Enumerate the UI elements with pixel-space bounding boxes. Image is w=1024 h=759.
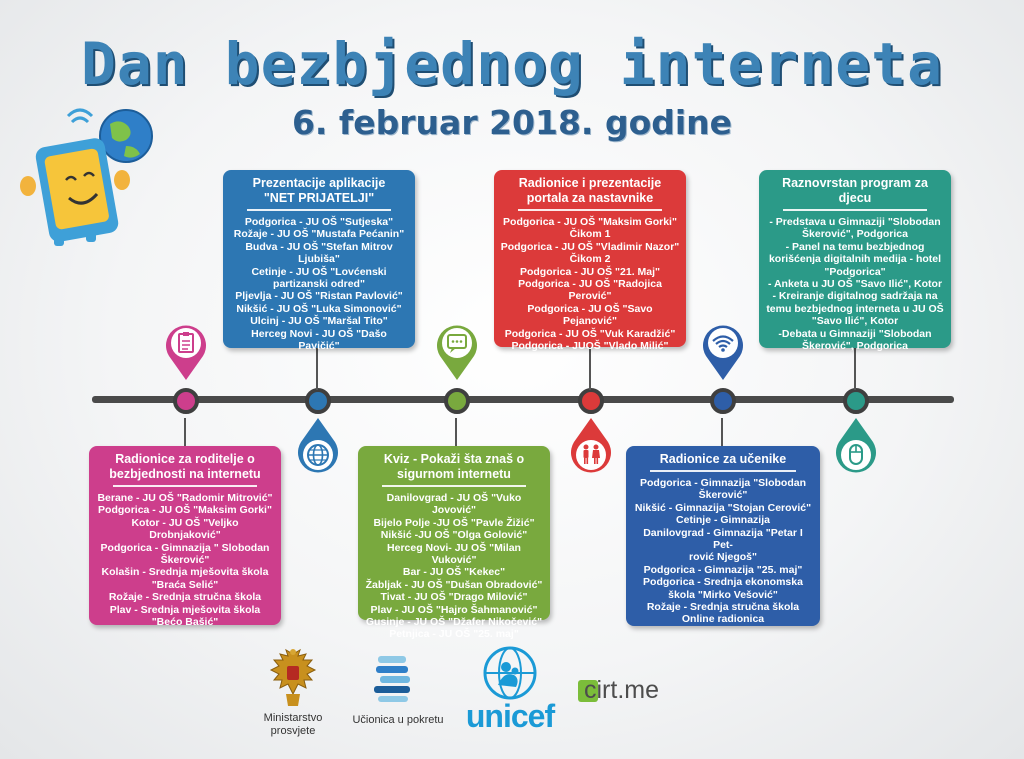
box-children-program [759,170,951,353]
box-list-item: Pljevlja - JU OŠ "Ristan Pavlović" [235,290,403,303]
box-list-item: Nikšić - JU OŠ "Luka Simonović" [236,302,402,315]
timeline-line [92,396,954,403]
stem-pink [184,418,186,448]
box-list-item: -Debata u Gimnaziji "Slobodan [778,327,932,340]
box-title-line: Prezentacije aplikacije [252,176,386,190]
box-list-item: Podgorica - Gimnazija "25. maj" [643,563,803,576]
chat-bubble-pin-icon [434,322,480,382]
box-list-item: partizanski odred" [273,278,365,291]
box-title-line: djecu [838,191,872,205]
box-list-item: Žabljak - JU OŠ "Dušan Obradović" [365,578,543,591]
box-list-item: Ulcinj - JU OŠ "Maršal Tito" [250,315,388,328]
box-list-item: Petnjica - JU OŠ "25. maj" [389,628,519,641]
box-list-item: korišćenja digitalnih medija - hotel [768,253,942,266]
timeline-node-red [578,388,604,414]
box-title-divider [650,470,796,472]
timeline-node-green [444,388,470,414]
box-student-workshops [626,446,820,626]
ucionica-logo-label: Učionica u pokretu [352,714,444,726]
box-list-item: Podgorica - Gimnazija " Slobodan [100,541,270,554]
box-list-item: Čikom 1 [569,228,611,241]
box-list-item: - Panel na temu bezbjednog [785,240,925,253]
box-list-item: Podgorica - JU OŠ "Sutjeska" [244,216,394,228]
box-list-item: Podgorica - JU OŠ "Vladimir Nazor" [500,240,680,253]
cirt-wordmark: cirt.me [584,676,659,704]
box-title-line: Raznovrstan program za [782,176,928,190]
box-list-item: Rožaje - JU OŠ "Mustafa Pećanin" [233,228,405,241]
box-list-item: Danilovgrad - Gimnazija "Petar I Pet- [643,526,803,552]
box-title-line: sigurnom internetu [397,467,511,481]
ministry-crest-logo [268,648,318,710]
box-list-item: Tivat - JU OŠ "Drago Milović" [380,591,528,604]
box-parents-workshops [89,446,281,629]
tablet-mascot-icon [14,102,164,252]
box-list-item: Podgorica - JUOŠ "Vlado Milić" [511,340,669,353]
box-list-item: Čikom 2 [569,253,611,266]
page-subtitle: 6. februar 2018. godine [291,103,733,142]
box-list-item: Podgorica - JU OŠ "Vuk Karadžić" [504,327,676,340]
box-list-item: Nikšić -JU OŠ "Olga Golović" [380,529,528,542]
box-list-item: Gusinje - JU OŠ "Džafer Nikočević" [365,616,543,629]
box-list-item: "Braća Selić" [151,578,219,591]
box-quiz [358,446,550,641]
page-title: Dan bezbjednog interneta [80,30,944,98]
box-title-line: "NET PRIJATELJI" [263,191,375,205]
box-title-divider [247,209,391,211]
box-list-item: Pavičić" [298,340,340,353]
box-list-item: Online radionica [681,613,765,626]
box-list-item: Rožaje - Srednja stručna škola [646,601,800,614]
box-app-presentations [223,170,415,353]
ministry-label-line1: Ministarstvo [263,712,323,724]
box-list-item: Škerović" [698,489,748,502]
box-list-item: Podgorica - JU OŠ "Radojica [518,278,662,291]
box-title-divider [113,485,257,487]
box-title-divider [783,209,927,211]
box-list-item: rović Njegoš" [689,551,757,564]
box-title-line: portala za nastavnike [526,191,654,205]
timeline-node-pink [173,388,199,414]
box-list-item: Cetinje - JU OŠ "Lovćenski [251,265,387,278]
box-list-item: temu bezbjednog interneta u JU OŠ [766,302,944,315]
people-pin-icon [568,416,614,476]
ministry-label-line2: prosvjete [270,725,316,737]
box-title-line: Radionice za učenike [659,452,787,466]
ministry-logo-label [258,712,328,738]
box-title-line: Radionice za roditelje o [115,452,255,466]
box-teacher-workshops [494,170,686,353]
books-logo-icon [372,652,418,704]
box-list-item: Bar - JU OŠ "Kekec" [402,566,506,579]
box-list-item: "Podgorica" [824,265,886,278]
box-list-item: Škerović" [160,554,210,567]
timeline-node-teal [843,388,869,414]
box-list-item: Herceg Novi- JU OŠ "Milan Vuković" [387,541,521,567]
cirt-logo [578,676,688,706]
box-list-item: Kolašin - Srednja mješovita škola [101,566,269,579]
box-list-item: Ljubiša" [298,253,340,266]
box-list-item: Herceg Novi - JU OŠ "Dašo [251,327,387,340]
box-list-item: "Bećo Bašić" [151,616,219,629]
box-list-item: Bijelo Polje -JU OŠ "Pavle Žižić" [373,516,535,529]
box-list-item: Podgorica - JU OŠ "21. Maj" [519,265,661,278]
unicef-emblem-icon [482,645,538,701]
box-list-item: - Kreiranje digitalnog sadržaja na [772,290,938,303]
timeline-node-navy [710,388,736,414]
box-list-item: Podgorica - Srednja ekonomska [643,576,803,589]
box-list-item: Podgorica - JU OŠ "Savo Pejanović" [527,302,653,328]
timeline-node-blue [305,388,331,414]
box-list-item: Kotor - JU OŠ "Veljko Drobnjaković" [131,516,239,542]
mouse-pin-icon [833,416,879,476]
box-title-divider [518,209,662,211]
box-list-item: Podgorica - JU OŠ "Maksim Gorki" [98,504,272,517]
stem-navy [721,418,723,448]
box-list-item: škola "Mirko Vešović" [668,588,778,601]
box-title-line: Kviz - Pokaži šta znaš o [383,452,525,466]
wifi-pin-icon [700,322,746,382]
stem-green [455,418,457,448]
box-list-item: Plav - Srednja mješovita škola [109,603,261,616]
globe-pin-icon [295,416,341,476]
stem-blue [316,346,318,390]
box-list-item: Nikšić - Gimnazija "Stojan Cerović" [634,501,812,514]
box-list-item: Perović" [568,290,612,303]
box-list-item: Škerović", Podgorica [802,228,908,241]
box-list-item: Cetinje - Gimnazija [676,514,770,527]
box-list-item: Podgorica - Gimnazija "Slobodan [640,477,806,489]
stem-teal [854,346,856,390]
box-title-line: Radionice i prezentacije [518,176,662,190]
box-list-item: Budva - JU OŠ "Stefan Mitrov [245,240,393,253]
box-list-item: Rožaje - Srednja stručna škola [108,591,262,604]
box-list-item: "Savo Ilić", Kotor [811,315,899,328]
box-list-item: Plav - JU OŠ "Hajro Šahmanović" [370,603,538,616]
box-list-item: Podgorica - JU OŠ "Maksim Gorki" [503,216,677,228]
clipboard-pin-icon [163,322,209,382]
box-list-item: Danilovgrad - JU OŠ "Vuko Jovović" [386,492,522,517]
box-list-item: Berane - JU OŠ "Radomir Mitrović" [97,492,273,504]
box-list-item: Škerović", Podgorica [802,340,908,353]
stem-red [589,346,591,390]
box-list-item: - Predstava u Gimnaziji "Slobodan [769,216,941,228]
unicef-wordmark: unicef [465,698,555,734]
box-title-line: bezbjednosti na internetu [109,467,261,481]
box-list-item: - Anketa u JU OŠ "Savo Ilić", Kotor [767,278,943,291]
box-title-divider [382,485,526,487]
